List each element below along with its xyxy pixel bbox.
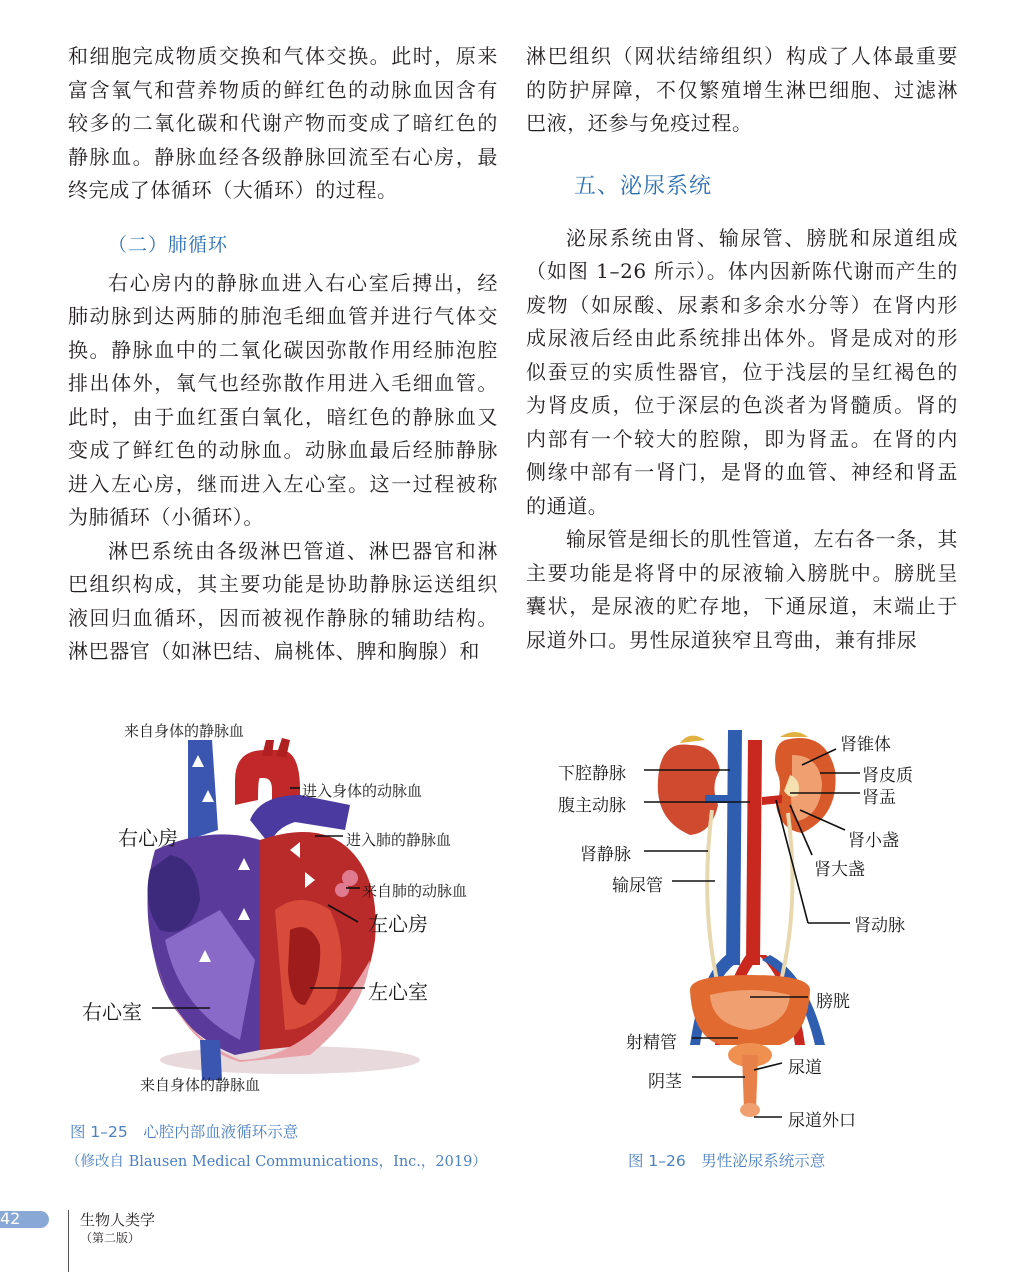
- label-urethra: 尿道: [788, 1058, 822, 1078]
- figure-heart: [60, 710, 500, 1110]
- right-column: [526, 40, 958, 657]
- paragraph: 和细胞完成物质交换和气体交换。此时，原来富含氧气和营养物质的鲜红色的动脉血因含有较多的二氧化碳和代谢产物而变成了暗红色的静脉血。静脉血经各级静脉回流至右心房，最终完成了体循环（大循环）的过程。: [68, 44, 498, 202]
- label-ureter: 输尿管: [612, 876, 663, 896]
- paragraph: 右心房内的静脉血进入右心室后搏出，经肺动脉到达两肺的肺泡毛细血管并进行气体交换。静脉血中的二氧化碳因弥散作用经肺泡腔排出体外，氧气也经弥散作用进入毛细血管。此时，由于血红蛋白氧化，暗红色的静脉血又变成了鲜红色的动脉血。动脉血最后经肺静脉进入左心房，继而进入左心室。这一过程被称为肺循环（小循环）。: [68, 270, 498, 529]
- label-renal-artery: 肾动脉: [854, 916, 905, 936]
- footer-divider: [68, 1210, 69, 1272]
- label-urethral-orifice: 尿道外口: [788, 1111, 856, 1131]
- label-from-lung: 来自肺的动脉血: [362, 882, 468, 900]
- section-heading-urinary-system: 五、泌尿系统: [574, 173, 713, 199]
- paragraph: 淋巴组织（网状结缔组织）构成了人体最重要的防护屏障，不仅繁殖增生淋巴细胞、过滤淋巴液，还参与免疫过程。: [526, 44, 958, 135]
- label-aorta-out: 进入身体的动脉血: [302, 782, 423, 800]
- paragraph: 淋巴系统由各级淋巴管道、淋巴器官和淋巴组织构成，其主要功能是协助静脉运送组织液回归血循环，因而被视作静脉的辅助结构。淋巴器官（如淋巴结、扁桃体、脾和胸腺）和: [68, 538, 498, 663]
- label-ivc: 下腔静脉: [558, 764, 626, 784]
- label-left-ventricle: 左心室: [368, 980, 428, 1004]
- label-top-vein: 来自身体的静脉血: [124, 722, 245, 740]
- label-renal-vein: 肾静脉: [580, 845, 631, 865]
- label-renal-cortex: 肾皮质: [862, 766, 913, 786]
- label-left-atrium: 左心房: [368, 912, 428, 936]
- label-major-calyx: 肾大盏: [814, 860, 865, 880]
- label-abdominal-aorta: 腹主动脉: [558, 796, 626, 816]
- label-ejaculatory-duct: 射精管: [626, 1033, 677, 1053]
- label-penis: 阴茎: [648, 1072, 682, 1092]
- label-right-ventricle: 右心室: [82, 1000, 142, 1024]
- label-bottom-vein: 来自身体的静脉血: [140, 1076, 261, 1094]
- book-title: 生物人类学: [80, 1211, 156, 1229]
- figure-caption-1-26: 图 1–26 男性泌尿系统示意: [628, 1152, 826, 1170]
- label-renal-pyramid: 肾锥体: [840, 735, 891, 755]
- label-to-lung: 进入肺的静脉血: [346, 831, 452, 849]
- figure-caption-1-25: 图 1–25 心腔内部血液循环示意: [70, 1123, 299, 1141]
- figure-credit: （修改自 Blausen Medical Communications，Inc.，2019）: [66, 1154, 487, 1170]
- page-number: 42: [0, 1209, 21, 1228]
- paragraph: 泌尿系统由肾、输尿管、膀胱和尿道组成（如图 1–26 所示）。体内因新陈代谢而产生的废物（如尿酸、尿素和多余水分等）在肾内形成尿液后经由此系统排出体外。肾是成对的形似蚕豆的实质性器官，位于浅层的呈红褐色的为肾皮质，位于深层的色淡者为肾髓质。肾的内部有一个较大的腔隙，即为肾盂。在肾的内侧缘中部有一肾门，是肾的血管、神经和肾盂的通道。: [526, 225, 958, 518]
- label-renal-pelvis: 肾盂: [862, 788, 896, 808]
- label-minor-calyx: 肾小盏: [848, 831, 899, 851]
- book-edition: （第二版）: [80, 1231, 141, 1245]
- label-bladder: 膀胱: [816, 992, 850, 1012]
- heart-illustration: [60, 710, 500, 1110]
- left-column: [68, 40, 498, 669]
- paragraph: 输尿管是细长的肌性管道，左右各一条，其主要功能是将肾中的尿液输入膀胱中。膀胱呈囊状，是尿液的贮存地，下通尿道，末端止于尿道外口。男性尿道狭窄且弯曲，兼有排尿: [526, 527, 958, 652]
- figure-urinary-system: [540, 725, 960, 1130]
- subheading-pulmonary-circulation: （二）肺循环: [108, 233, 229, 256]
- label-right-atrium: 右心房: [118, 826, 178, 850]
